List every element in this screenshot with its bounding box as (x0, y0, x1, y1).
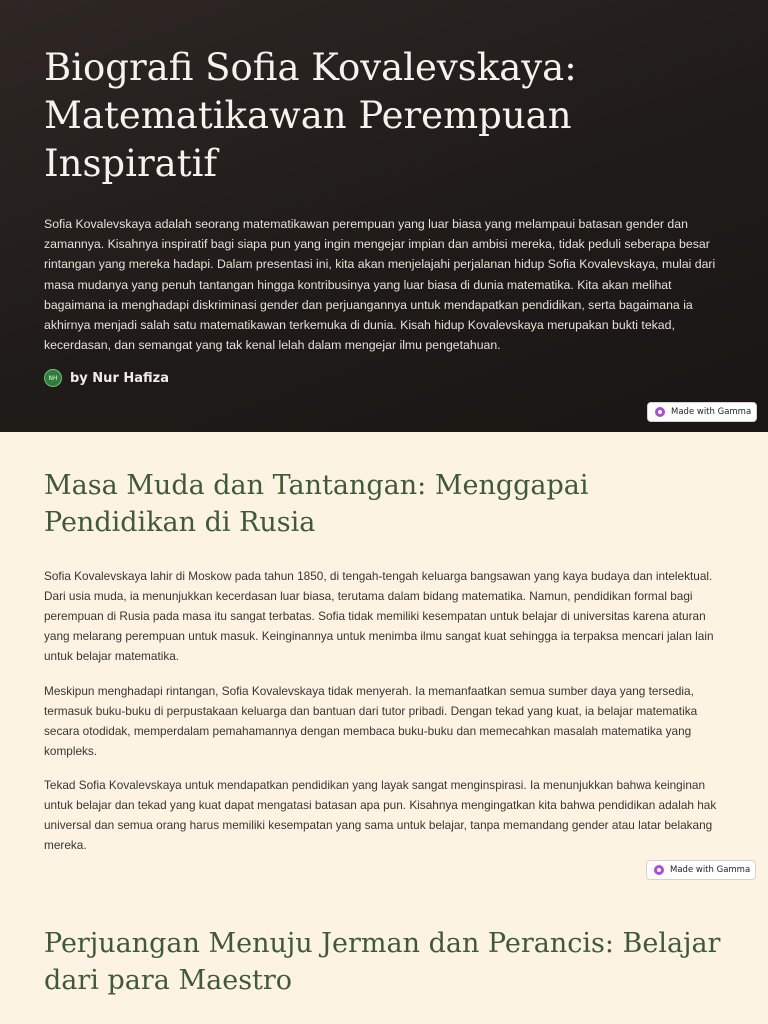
badge-label: Made with Gamma (671, 407, 752, 417)
badge-label: Made with Gamma (670, 865, 751, 875)
made-with-gamma-button[interactable] (647, 402, 757, 422)
author-byline (44, 369, 169, 387)
gamma-logo-icon (654, 865, 664, 875)
made-with-gamma-button[interactable] (646, 860, 756, 880)
author-name: by Nur Hafiza (70, 370, 170, 386)
section-paragraph: Tekad Sofia Kovalevskaya untuk mendapatkan pendidikan yang layak sangat menginspirasi. Ia menunjukkan bahwa keinginan untuk belajar dan tekad yang kuat dapat mengatasi batasan apa pun. Kisahnya mengingatkan kita bahwa pendidikan adalah hak universal dan semua orang harus memiliki kesempatan yang sama untuk belajar, tanpa memandang gender atau latar belakang mereka. (44, 778, 717, 853)
gamma-logo-icon (655, 407, 665, 417)
section-title: Perjuangan Menuju Jerman dan Perancis: Belajar dari para Maestro (44, 928, 721, 996)
hero-section (0, 0, 768, 432)
intro-paragraph: Sofia Kovalevskaya adalah seorang matematikawan perempuan yang luar biasa yang melampaui batasan gender dan zamannya. Kisahnya inspiratif bagi siapa pun yang ingin mengejar impian dan ambisi mereka, tidak peduli seberapa besar rintangan yang mereka hadapi. Dalam presentasi ini, kita akan menjelajahi perjalanan hidup Sofia Kovalevskaya, mulai dari masa mudanya yang penuh tantangan hingga kontribusinya yang luar biasa di dunia matematika. Kita akan melihat bagaimana ia menghadapi diskriminasi gender dan perjuangannya untuk mendapatkan pendidikan, serta bagaimana ia akhirnya menjadi salah satu matematikawan terkemuka di dunia. Kisah hidup Kovalevskaya merupakan bukti tekad, kecerdasan, dan semangat yang tak kenal lelah dalam mengejar ilmu pengetahuan. (44, 217, 716, 353)
avatar: NH (44, 369, 62, 387)
page-title: Biografi Sofia Kovalevskaya: Matematikawan Perempuan Inspiratif (44, 46, 577, 185)
section-paragraph: Meskipun menghadapi rintangan, Sofia Kovalevskaya tidak menyerah. Ia memanfaatkan semua sumber daya yang tersedia, termasuk buku-buku di perpustakaan keluarga dan bantuan dari tutor pribadi. Dengan tekad yang kuat, ia belajar matematika secara otodidak, memperdalam pemahamannya dengan membaca buku-buku dan memecahkan masalah matematika yang kompleks. (44, 684, 698, 759)
section-title: Masa Muda dan Tantangan: Menggapai Pendidikan di Rusia (44, 470, 589, 538)
section-paragraph: Sofia Kovalevskaya lahir di Moskow pada tahun 1850, di tengah-tengah keluarga bangsawan yang kaya budaya dan intelektual. Dari usia muda, ia menunjukkan kecerdasan luar biasa, terutama dalam bidang matematika. Namun, pendidikan formal bagi perempuan di Rusia pada masa itu sangat terbatas. Sofia tidak memiliki kesempatan untuk belajar di universitas karena aturan yang melarang perempuan untuk masuk. Keinginannya untuk menimba ilmu sangat kuat sehingga ia terpaksa mencari jalan lain untuk belajar matematika. (44, 569, 714, 664)
